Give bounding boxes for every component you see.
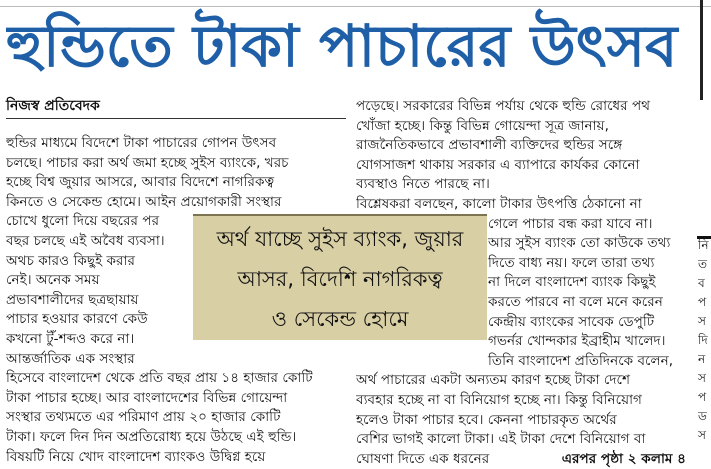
fragment-line: নি — [698, 238, 709, 252]
body-line: দিতে বাধ্য নয়। ফলে তারা তথ্য — [488, 254, 655, 271]
body-line: রাজনৈতিকভাবে প্রভাবশালী ব্যক্তিদের হুন্ডির সঙ্গে — [356, 137, 623, 154]
body-line: আন্তর্জাতিক এক সংস্থার — [6, 350, 135, 367]
body-line: টাকা পাচার হচ্ছে। আর বাংলাদেশের বিভিন্ন গোয়েন্দা — [6, 389, 288, 406]
body-line: কেন্দ্রীয় ব্যাংকের সাবেক ডেপুটি — [488, 313, 655, 330]
fragment-line: স — [698, 371, 706, 385]
body-line: বিশ্লেষকরা বলছেন, কালো টাকার উৎপত্তি ঠেকানো না — [356, 195, 642, 212]
body-line: বছর চলছে এই অবৈধ ব্যবসা। — [6, 232, 165, 249]
body-line: টাকা। ফলে দিন দিন অপ্রতিরোধ্য হয়ে উঠছে এই হুন্ডি। — [6, 428, 297, 445]
body-line: খোঁজা হচ্ছে। কিন্তু বিভিন্ন গোয়েন্দা সূত্র জানায়, — [356, 117, 609, 134]
body-line: বিষয়টি নিয়ে খোদ বাংলাদেশ ব্যাংকও উদ্বিগ্ন হয়ে — [6, 448, 266, 465]
top-rule — [0, 0, 711, 7]
fragment-line: প — [698, 295, 707, 309]
adjacent-article-fragment — [698, 236, 711, 453]
body-line: না দিলে বাংলাদেশ ব্যাংক কিছুই — [488, 274, 656, 291]
pull-quote-line: ও সেকেন্ড হোমে — [271, 307, 409, 331]
fragment-line: ন — [698, 352, 706, 366]
body-line: অর্থ পাচারের একটা অন্যতম কারণ হচ্ছে টাকা দেশে — [356, 372, 631, 389]
body-line: অথচ কারও কিছুই করার — [6, 252, 135, 269]
column-rule — [700, 0, 703, 100]
headline: হুন্ডিতে টাকা পাচারের উৎসব — [6, 12, 678, 80]
pull-quote-line: আসর, বিদেশি নাগরিকত্ব — [237, 267, 443, 291]
body-line: বেশির ভাগই কালো টাকা। এই টাকা দেশে বিনিয়োগ বা — [356, 431, 646, 448]
body-line: ব্যবস্থাও নিতে পারছে না। — [356, 176, 490, 193]
fragment-line: স — [698, 428, 706, 442]
body-line: আর সুইস ব্যাংক তো কাউকে তথ্য — [488, 235, 671, 252]
pull-quote-line: অর্থ যাচ্ছে সুইস ব্যাংক, জুয়ার — [216, 227, 464, 251]
fragment-line: ড — [698, 409, 707, 423]
body-line: যোগসাজশ থাকায় সরকার এ ব্যাপারে কার্যকর কোনো — [356, 156, 640, 173]
body-line-end: ঘোষণা দিতে এক ধরনের — [356, 450, 490, 467]
body-line: ব্যবহার হচ্ছে না বা বিনিয়োগ হচ্ছে না। কিন্তু বিনিয়োগ — [356, 391, 642, 408]
fragment-line: ব — [698, 276, 705, 290]
body-line: গেলে পাচার বন্ধ করা যাবে না। — [488, 215, 653, 232]
fragment-line: স — [698, 314, 706, 328]
body-line: গভর্নর খোন্দকার ইব্রাহীম খালেদ। — [488, 333, 666, 350]
fragment-line: ত — [698, 257, 708, 271]
continued-on-link[interactable]: এরপর পৃষ্ঠা ২ কলাম ৪ — [561, 450, 686, 467]
body-line: নেই। অনেক সময় — [6, 272, 100, 289]
body-line: পড়েছে। সরকারের বিভিন্ন পর্যায় থেকে হুন্ডি রোধের পথ — [356, 98, 651, 114]
body-line: তিনি বাংলাদেশ প্রতিদিনকে বলেন, — [488, 352, 674, 369]
body-line: কখনো টুঁ-শব্দও করে না। — [6, 330, 135, 347]
fragment-line: প — [698, 390, 707, 404]
body-line: হিসেবে বাংলাদেশ থেকে প্রতি বছর প্রায় ১৪ হাজার কোটি — [6, 370, 313, 387]
byline: নিজস্ব প্রতিবেদক — [6, 96, 346, 119]
body-line: কিনতে ও সেকেন্ড হোমে। আইন প্রয়োগকারী সংস্থার — [6, 193, 282, 210]
body-line: চলছে। পাচার করা অর্থ জমা হচ্ছে সুইস ব্যাংকে, খরচ — [6, 154, 289, 171]
pull-quote — [193, 214, 487, 340]
body-line: হচ্ছে বিশ্ব জুয়ার আসরে, আবার বিদেশে নাগরিকত্ব — [6, 174, 275, 191]
body-line: হলেও টাকা পাচার হবে। কেননা পাচারকৃত অর্থের — [356, 411, 617, 428]
body-line: পাচার হওয়ার কারণে কেউ — [6, 311, 148, 328]
body-line: চোখে ধুলো দিয়ে বছরের পর — [6, 213, 160, 230]
body-line: সংস্থার তথ্যমতে এর পরিমাণ প্রায় ২০ হাজার কোটি — [6, 409, 281, 426]
body-line: প্রভাবশালীদের ছত্রছায়ায় — [6, 291, 139, 308]
fragment-line: দি — [698, 333, 708, 347]
body-line: হুন্ডির মাধ্যমে বিদেশে টাকা পাচারের গোপন উৎসব — [6, 135, 277, 151]
body-line: করতে পারবে না বলে মনে করেন — [488, 293, 663, 310]
